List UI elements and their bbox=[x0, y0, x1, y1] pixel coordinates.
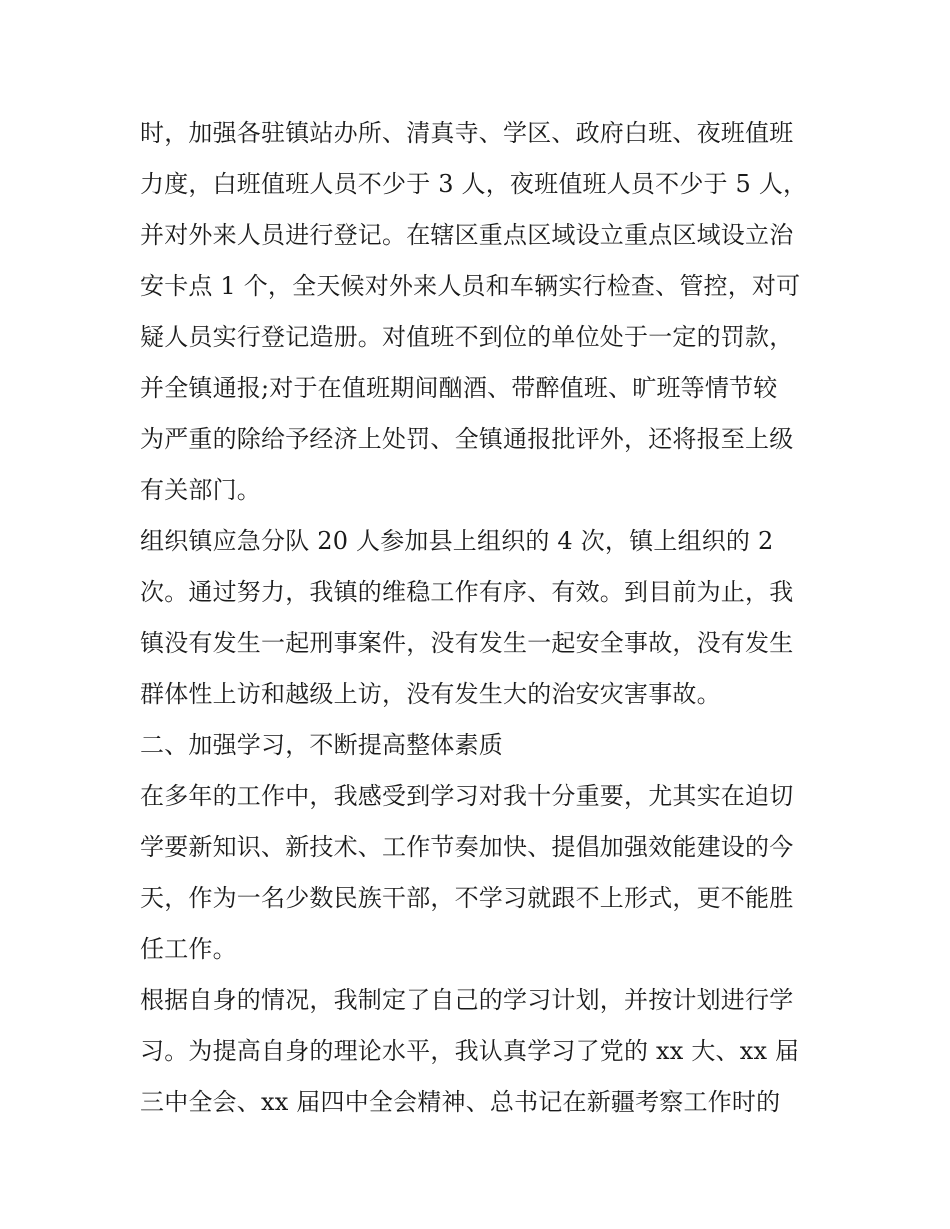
section-heading: 二、加强学习，不断提高整体素质 bbox=[140, 731, 503, 759]
text-line: 时，加强各驻镇站办所、清真寺、学区、政府白班、夜班值班 bbox=[140, 119, 794, 147]
text-line: 并全镇通报;对于在值班期间酗酒、带醉值班、旷班等情节较 bbox=[140, 374, 778, 402]
text-line: 镇没有发生一起刑事案件，没有发生一起安全事故，没有发生 bbox=[140, 629, 794, 657]
text-line: 次。通过努力，我镇的维稳工作有序、有效。到目前为止，我 bbox=[140, 578, 794, 606]
document-body bbox=[140, 108, 820, 1128]
text-line: 习。为提高自身的理论水平，我认真学习了党的 xx 大、xx 届 bbox=[140, 1037, 800, 1065]
text-line: 任工作。 bbox=[140, 935, 237, 963]
text-line: 组织镇应急分队 20 人参加县上组织的 4 次，镇上组织的 2 bbox=[140, 527, 774, 555]
text-line: 学要新知识、新技术、工作节奏加快、提倡加强效能建设的今 bbox=[140, 833, 794, 861]
text-line: 根据自身的情况，我制定了自己的学习计划，并按计划进行学 bbox=[140, 986, 794, 1014]
text-line: 有关部门。 bbox=[140, 476, 261, 504]
text-line: 三中全会、xx 届四中全会精神、总书记在新疆考察工作时的 bbox=[140, 1088, 781, 1116]
text-line: 在多年的工作中，我感受到学习对我十分重要，尤其实在迫切 bbox=[140, 782, 794, 810]
text-line: 力度，白班值班人员不少于 3 人，夜班值班人员不少于 5 人， bbox=[140, 170, 808, 198]
text-line: 天，作为一名少数民族干部，不学习就跟不上形式，更不能胜 bbox=[140, 884, 794, 912]
text-line: 并对外来人员进行登记。在辖区重点区域设立重点区域设立治 bbox=[140, 221, 794, 249]
text-line: 疑人员实行登记造册。对值班不到位的单位处于一定的罚款， bbox=[140, 323, 794, 351]
text-line: 群体性上访和越级上访，没有发生大的治安灾害事故。 bbox=[140, 680, 721, 708]
text-line: 为严重的除给予经济上处罚、全镇通报批评外，还将报至上级 bbox=[140, 425, 794, 453]
text-line: 安卡点 1 个，全天候对外来人员和车辆实行检查、管控，对可 bbox=[140, 272, 801, 300]
